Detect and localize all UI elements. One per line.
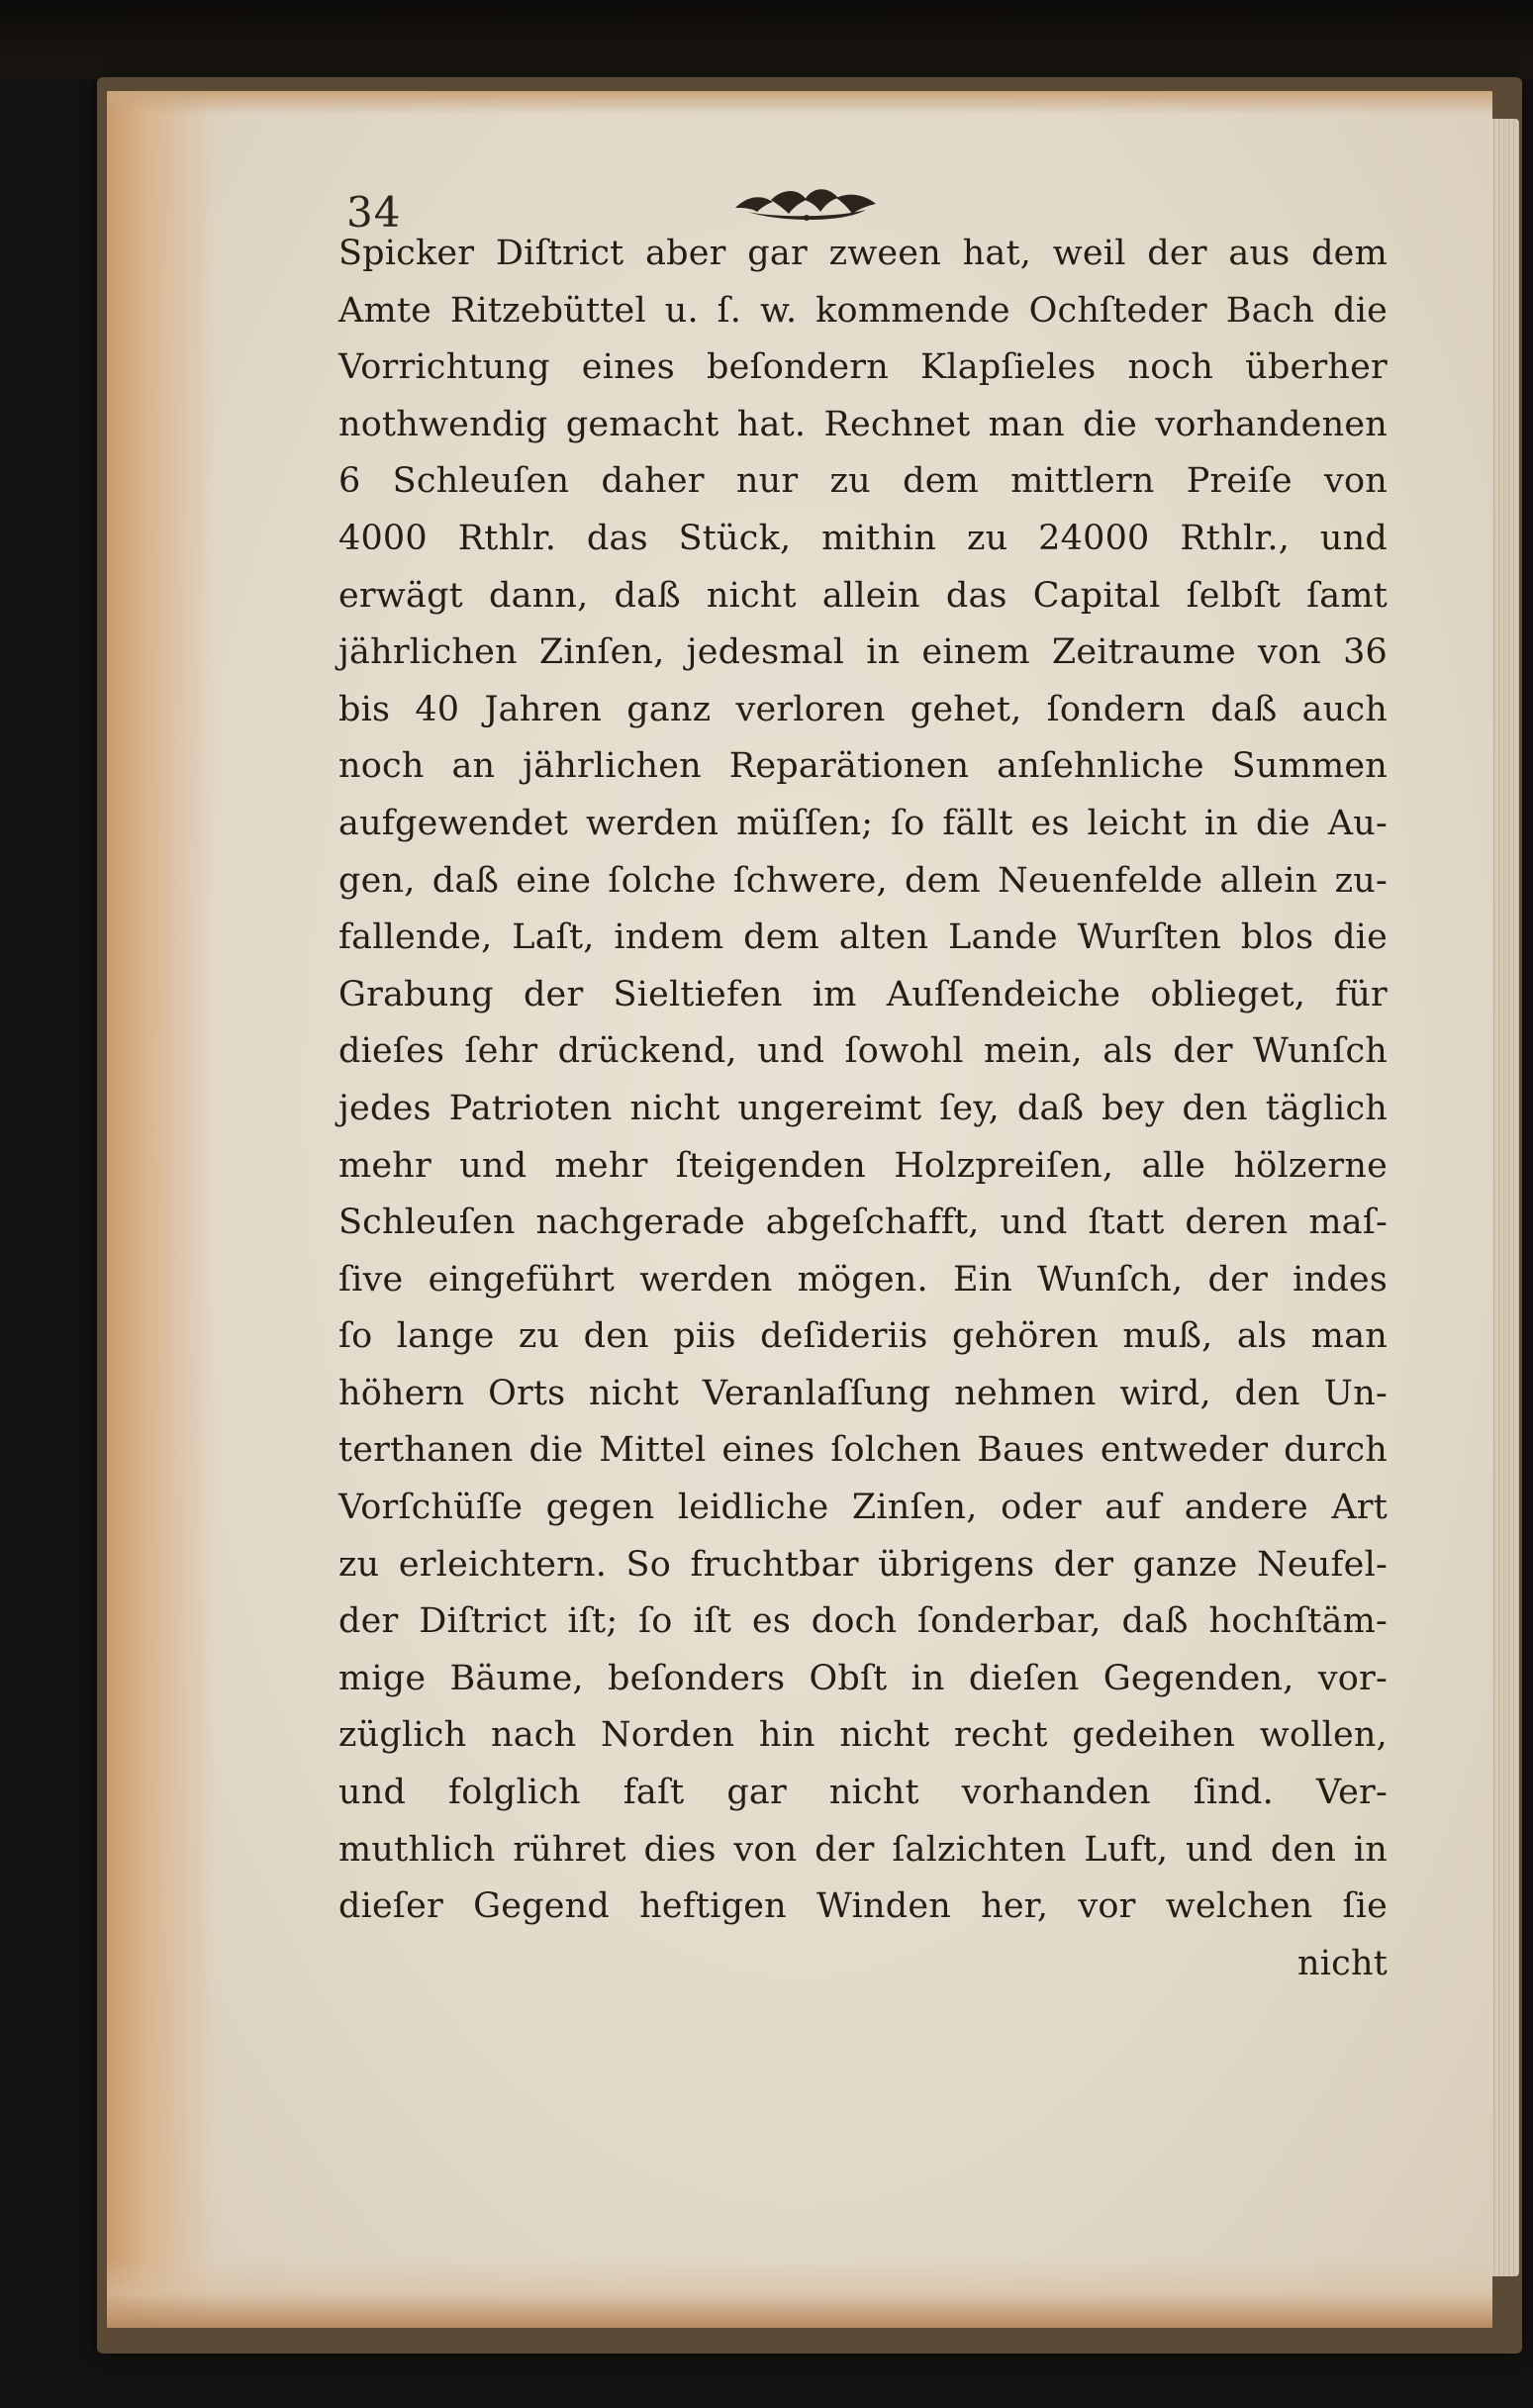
- text-line: erwägt dann, daß nicht allein das Capital ſelbſt ſamt: [338, 575, 1388, 616]
- text-line: ſo lange zu den piis deſideriis gehören muß, als man: [338, 1316, 1388, 1357]
- text-line: Vorſchüſſe gegen leidliche Zinſen, oder auf andere Art: [338, 1488, 1388, 1528]
- backdrop: [0, 0, 1533, 79]
- text-line: terthanen die Mittel eines ſolchen Baues entweder durch: [338, 1430, 1388, 1471]
- gutter-stain: [107, 91, 216, 2328]
- text-line: nothwendig gemacht hat. Rechnet man die vorhandenen: [338, 404, 1388, 444]
- page-edges: [1489, 119, 1519, 2276]
- text-line: der Diſtrict iſt; ſo iſt es doch ſonderbar, daß hochſtäm-: [338, 1601, 1388, 1642]
- text-line: 4000 Rthlr. das Stück, mithin zu 24000 Rthlr., und: [338, 518, 1388, 558]
- text-line: höhern Orts nicht Veranlaſſung nehmen wird, den Un-: [338, 1373, 1388, 1413]
- text-line: 6 Schleuſen daher nur zu dem mittlern Preiſe von: [338, 461, 1388, 502]
- text-line: Grabung der Sieltiefen im Auſſendeiche oblieget, für: [338, 974, 1388, 1014]
- text-line: dieſer Gegend heftigen Winden her, vor welchen ſie: [338, 1886, 1388, 1927]
- text-line: muthlich rühret dies von der ſalzichten Luft, und den in: [338, 1829, 1388, 1870]
- text-line: Amte Ritzebüttel u. ſ. w. kommende Ochſteder Bach die: [338, 290, 1388, 331]
- text-line: zu erleichtern. So fruchtbar übrigens der ganze Neufel-: [338, 1544, 1388, 1585]
- text-line: jedes Patrioten nicht ungereimt ſey, daß bey den täglich: [338, 1088, 1388, 1128]
- text-line: mehr und mehr ſteigenden Holzpreiſen, alle hölzerne: [338, 1145, 1388, 1186]
- catchword: nicht: [1297, 1943, 1388, 1983]
- text-line: ſive eingeführt werden mögen. Ein Wunſch, der indes: [338, 1259, 1388, 1300]
- top-edge-stain: [107, 91, 1492, 115]
- text-line: aufgewendet werden müſſen; ſo fällt es leicht in die Au-: [338, 803, 1388, 843]
- text-line: noch an jährlichen Reparätionen anſehnliche Summen: [338, 746, 1388, 787]
- text-line: und folglich faſt gar nicht vorhanden ſind. Ver-: [338, 1773, 1388, 1813]
- text-line: Spicker Diſtrict aber gar zween hat, weil der aus dem: [338, 234, 1388, 273]
- text-line: Schleuſen nachgerade abgeſchafft, und ſtatt deren maſ-: [338, 1203, 1388, 1243]
- bottom-edge-stain: [107, 2259, 1492, 2328]
- text-line: bis 40 Jahren ganz verloren gehet, ſondern daß auch: [338, 689, 1388, 729]
- text-line: fallende, Laſt, indem dem alten Lande Wurſten blos die: [338, 917, 1388, 958]
- page-number: 34: [346, 188, 402, 237]
- text-line: gen, daß eine ſolche ſchwere, dem Neuenfelde allein zu-: [338, 860, 1388, 901]
- text-line: mige Bäume, beſonders Obſt in dieſen Gegenden, vor-: [338, 1658, 1388, 1698]
- text-line: züglich nach Norden hin nicht recht gedeihen wollen,: [338, 1715, 1388, 1756]
- text-line: jährlichen Zinſen, jedesmal in einem Zeitraume von 36: [338, 632, 1388, 673]
- body-text: [338, 226, 1388, 1992]
- text-line: dieſes ſehr drückend, und ſowohl mein, als der Wunſch: [338, 1031, 1388, 1072]
- text-line: Vorrichtung eines beſondern Klapſieles noch überher: [338, 347, 1388, 388]
